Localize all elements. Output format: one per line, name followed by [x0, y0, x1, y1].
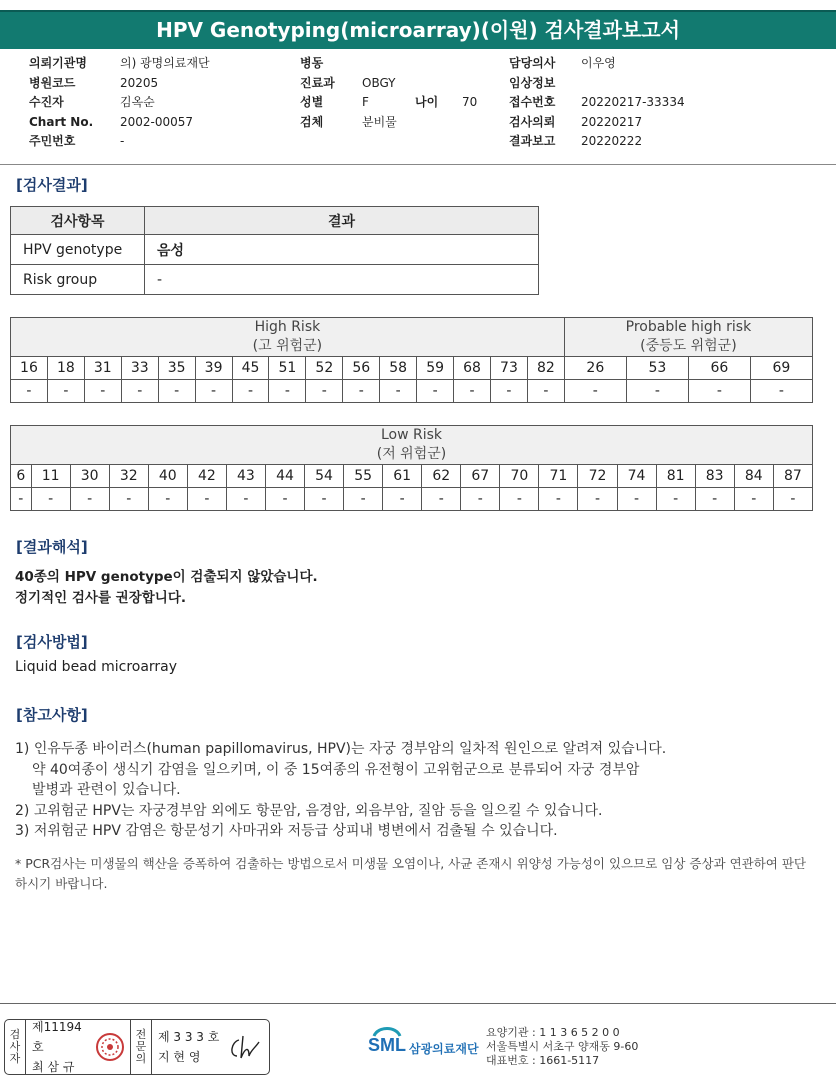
genotype-label-cell: 31: [84, 357, 121, 380]
interpretation-line: 40종의 HPV genotype이 검출되지 않았습니다.: [15, 569, 318, 585]
patient-info-col1: [29, 54, 210, 152]
genotype-label-cell: 82: [527, 357, 564, 380]
genotype-label-cell: 70: [500, 465, 539, 488]
vertical-label-char: 사: [9, 1040, 21, 1053]
genotype-result-cell: -: [148, 488, 187, 511]
genotype-label-cell: 74: [617, 465, 656, 488]
high-risk-values-row: [11, 380, 813, 403]
method-text: Liquid bead microarray: [15, 659, 178, 675]
specialist-license: 제 3 3 3 호: [158, 1030, 220, 1044]
high-risk-header: [11, 318, 565, 357]
genotype-label-cell: 84: [734, 465, 773, 488]
genotype-result-cell: -: [232, 380, 269, 403]
reference-line: 3) 저위험군 HPV 감염은 항문성기 사마귀와 저등급 상피내 병변에서 검출될 수 있습니다.: [15, 823, 558, 839]
vertical-label-char: 전: [135, 1028, 147, 1041]
info-row: [509, 54, 685, 74]
header-divider: [0, 164, 836, 165]
info-label: 진료과: [300, 75, 335, 90]
genotype-label-cell: 51: [269, 357, 306, 380]
genotype-label-cell: 42: [187, 465, 226, 488]
high-risk-title: High Risk: [254, 319, 321, 335]
genotype-label-cell: 30: [70, 465, 109, 488]
row-item: Risk group: [11, 265, 145, 295]
genotype-label-cell: 45: [232, 357, 269, 380]
age-field: [415, 93, 477, 113]
genotype-label-cell: 73: [490, 357, 527, 380]
genotype-result-cell: -: [265, 488, 304, 511]
info-value: 김옥순: [120, 95, 155, 109]
genotype-result-cell: -: [539, 488, 578, 511]
reference-line: 약 40여종이 생식기 감염을 일으키며, 이 중 15여종의 유전형이 고위험군으로 분류되어 자궁 경부암: [32, 761, 640, 778]
tester-info: [26, 1020, 90, 1074]
header-item: 검사항목: [11, 207, 145, 235]
info-row: [29, 74, 210, 94]
genotype-result-cell: -: [47, 380, 84, 403]
footer-divider: [0, 1003, 836, 1004]
genotype-label-cell: 54: [305, 465, 344, 488]
probable-risk-subtitle: (중등도 위험군): [640, 338, 737, 354]
genotype-result-cell: -: [305, 488, 344, 511]
tester-label: [5, 1020, 26, 1074]
genotype-label-cell: 40: [148, 465, 187, 488]
info-label: 검사의뢰: [509, 114, 556, 129]
info-row: [29, 132, 210, 152]
info-label: 성별: [300, 95, 324, 109]
genotype-result-cell: -: [109, 488, 148, 511]
genotype-result-cell: -: [70, 488, 109, 511]
genotype-label-cell: 67: [461, 465, 500, 488]
vertical-label-char: 자: [9, 1052, 21, 1065]
low-risk-subtitle: (저 위험군): [376, 446, 447, 462]
genotype-label-cell: 6: [11, 465, 32, 488]
info-label: 임상정보: [509, 75, 556, 90]
genotype-result-cell: -: [750, 380, 812, 403]
genotype-result-cell: -: [380, 380, 417, 403]
genotype-label-cell: 55: [344, 465, 383, 488]
method-section-title: [검사방법]: [16, 633, 88, 651]
low-risk-header: [11, 426, 813, 465]
genotype-result-cell: -: [11, 380, 48, 403]
info-value: 20205: [120, 75, 159, 90]
genotype-result-cell: -: [564, 380, 626, 403]
org-phone: 대표번호 : 1661-5117: [486, 1054, 600, 1067]
genotype-label-cell: 71: [539, 465, 578, 488]
genotype-label-cell: 43: [226, 465, 265, 488]
signature-mark: [220, 1020, 269, 1074]
header-result: 결과: [145, 207, 539, 235]
interpretation-section-title: [결과해석]: [16, 538, 88, 556]
genotype-label-cell: 62: [422, 465, 461, 488]
row-result: -: [145, 265, 539, 295]
genotype-result-cell: -: [617, 488, 656, 511]
genotype-result-cell: -: [461, 488, 500, 511]
genotype-result-cell: -: [490, 380, 527, 403]
info-label: 주민번호: [29, 134, 76, 148]
info-label: 접수번호: [509, 95, 556, 109]
interpretation-line: 정기적인 검사를 권장합니다.: [15, 590, 187, 606]
interpretation-text: [15, 567, 318, 609]
reference-section-title: [참고사항]: [16, 706, 88, 724]
genotype-result-cell: -: [31, 488, 70, 511]
genotype-result-cell: -: [734, 488, 773, 511]
genotype-label-cell: 52: [306, 357, 343, 380]
org-code: 요양기관 : 1 1 3 6 5 2 0 0: [486, 1026, 620, 1039]
result-table: [10, 206, 539, 295]
org-name: 삼광의료재단: [409, 1042, 479, 1056]
genotype-result-cell: -: [383, 488, 422, 511]
info-label: 의뢰기관명: [29, 56, 87, 70]
genotype-label-cell: 53: [626, 357, 688, 380]
high-risk-types-row: [11, 357, 813, 380]
genotype-result-cell: -: [773, 488, 812, 511]
row-result: 음성: [145, 235, 539, 265]
info-value: 2002-00057: [120, 114, 194, 129]
low-risk-table: [10, 425, 813, 511]
info-value: 20220222: [581, 134, 643, 148]
genotype-label-cell: 33: [121, 357, 158, 380]
low-risk-types-row: [11, 465, 813, 488]
reference-list: [15, 739, 666, 842]
info-value: F: [362, 95, 369, 109]
genotype-result-cell: -: [306, 380, 343, 403]
info-row: [29, 54, 210, 74]
info-value: OBGY: [362, 75, 396, 90]
logo-text: SML: [368, 1035, 406, 1055]
info-label: 병동: [300, 56, 324, 70]
genotype-result-cell: -: [343, 380, 380, 403]
genotype-label-cell: 69: [750, 357, 812, 380]
row-item: HPV genotype: [11, 235, 145, 265]
genotype-label-cell: 58: [380, 357, 417, 380]
table-row: [11, 265, 539, 295]
genotype-label-cell: 16: [11, 357, 48, 380]
genotype-label-cell: 59: [417, 357, 454, 380]
info-label: Chart No.: [29, 114, 94, 129]
info-value: 이우영: [581, 56, 616, 70]
specialist-label: [131, 1020, 152, 1074]
info-row: [29, 93, 210, 113]
vertical-label-char: 의: [135, 1052, 147, 1065]
patient-info-col2: [300, 54, 397, 132]
genotype-label-cell: 26: [564, 357, 626, 380]
info-row: [300, 54, 397, 74]
tester-name: 최 삼 규: [32, 1060, 75, 1074]
info-row: [509, 93, 685, 113]
genotype-result-cell: -: [454, 380, 491, 403]
age-value: 70: [462, 95, 478, 109]
genotype-label-cell: 44: [265, 465, 304, 488]
specialist-name: 지 현 영: [158, 1050, 201, 1064]
org-contact: [486, 1026, 638, 1068]
genotype-label-cell: 87: [773, 465, 812, 488]
info-value: -: [120, 134, 125, 148]
tester-license: 제11194호: [32, 1020, 82, 1054]
info-row: [509, 132, 685, 152]
info-value: 20220217-33334: [581, 95, 685, 109]
info-row: [300, 74, 397, 94]
genotype-label-cell: 68: [454, 357, 491, 380]
high-risk-table: [10, 317, 813, 403]
genotype-result-cell: -: [422, 488, 461, 511]
result-section-title: [검사결과]: [16, 176, 88, 194]
seal-stamp: [90, 1020, 131, 1074]
age-label: 나이: [415, 95, 439, 109]
genotype-result-cell: -: [695, 488, 734, 511]
low-risk-values-row: [11, 488, 813, 511]
specialist-info: [152, 1020, 220, 1074]
info-label: 담당의사: [509, 56, 556, 70]
info-label: 병원코드: [29, 75, 76, 90]
signature-box: [4, 1019, 270, 1075]
info-row: [300, 113, 397, 133]
genotype-label-cell: 72: [578, 465, 617, 488]
genotype-result-cell: -: [158, 380, 195, 403]
genotype-label-cell: 32: [109, 465, 148, 488]
info-row: [509, 74, 685, 94]
genotype-result-cell: -: [226, 488, 265, 511]
report-title: HPV Genotyping(microarray)(이원) 검사결과보고서: [0, 10, 836, 49]
info-row: [29, 113, 210, 133]
genotype-label-cell: 66: [688, 357, 750, 380]
info-label: 수진자: [29, 95, 64, 109]
probable-risk-title: Probable high risk: [625, 319, 752, 335]
genotype-result-cell: -: [269, 380, 306, 403]
genotype-label-cell: 11: [31, 465, 70, 488]
genotype-label-cell: 83: [695, 465, 734, 488]
info-value: 분비물: [362, 114, 397, 129]
genotype-result-cell: -: [656, 488, 695, 511]
info-value: 의) 광명의료재단: [120, 56, 210, 70]
patient-info-col3: [509, 54, 685, 152]
genotype-result-cell: -: [195, 380, 232, 403]
genotype-result-cell: -: [688, 380, 750, 403]
genotype-label-cell: 35: [158, 357, 195, 380]
info-row: [509, 113, 685, 133]
vertical-label-char: 문: [135, 1040, 147, 1053]
info-label: 결과보고: [509, 134, 556, 148]
genotype-result-cell: -: [344, 488, 383, 511]
info-label: 검체: [300, 114, 324, 129]
genotype-label-cell: 56: [343, 357, 380, 380]
genotype-label-cell: 81: [656, 465, 695, 488]
org-address: 서울특별시 서초구 양재동 9-60: [486, 1040, 639, 1053]
reference-line: 2) 고위험군 HPV는 자궁경부암 외에도 항문암, 음경암, 외음부암, 질암 등을 일으킬 수 있습니다.: [15, 802, 603, 819]
genotype-label-cell: 61: [383, 465, 422, 488]
probable-risk-header: [564, 318, 812, 357]
low-risk-title: Low Risk: [380, 427, 443, 443]
table-row: [11, 235, 539, 265]
genotype-result-cell: -: [527, 380, 564, 403]
genotype-label-cell: 39: [195, 357, 232, 380]
genotype-result-cell: -: [121, 380, 158, 403]
reference-line: 발병과 관련이 있습니다.: [32, 782, 181, 798]
reference-line: 1) 인유두종 바이러스(human papillomavirus, HPV)는 자궁 경부암의 일차적 원인으로 알려져 있습니다.: [15, 741, 667, 757]
genotype-result-cell: -: [500, 488, 539, 511]
info-row: [300, 93, 397, 113]
genotype-result-cell: -: [626, 380, 688, 403]
info-value: 20220217: [581, 114, 643, 129]
genotype-label-cell: 18: [47, 357, 84, 380]
vertical-label-char: 검: [9, 1028, 21, 1041]
genotype-result-cell: -: [187, 488, 226, 511]
high-risk-subtitle: (고 위험군): [252, 338, 323, 354]
genotype-result-cell: -: [11, 488, 32, 511]
genotype-result-cell: -: [84, 380, 121, 403]
footnote: * PCR검사는 미생물의 핵산을 증폭하여 검출하는 방법으로서 미생물 오염이나, 사균 존재시 위양성 가능성이 있으므로 임상 증상과 연관하여 판단하시기 바랍니다.: [15, 856, 806, 891]
genotype-result-cell: -: [417, 380, 454, 403]
genotype-result-cell: -: [578, 488, 617, 511]
